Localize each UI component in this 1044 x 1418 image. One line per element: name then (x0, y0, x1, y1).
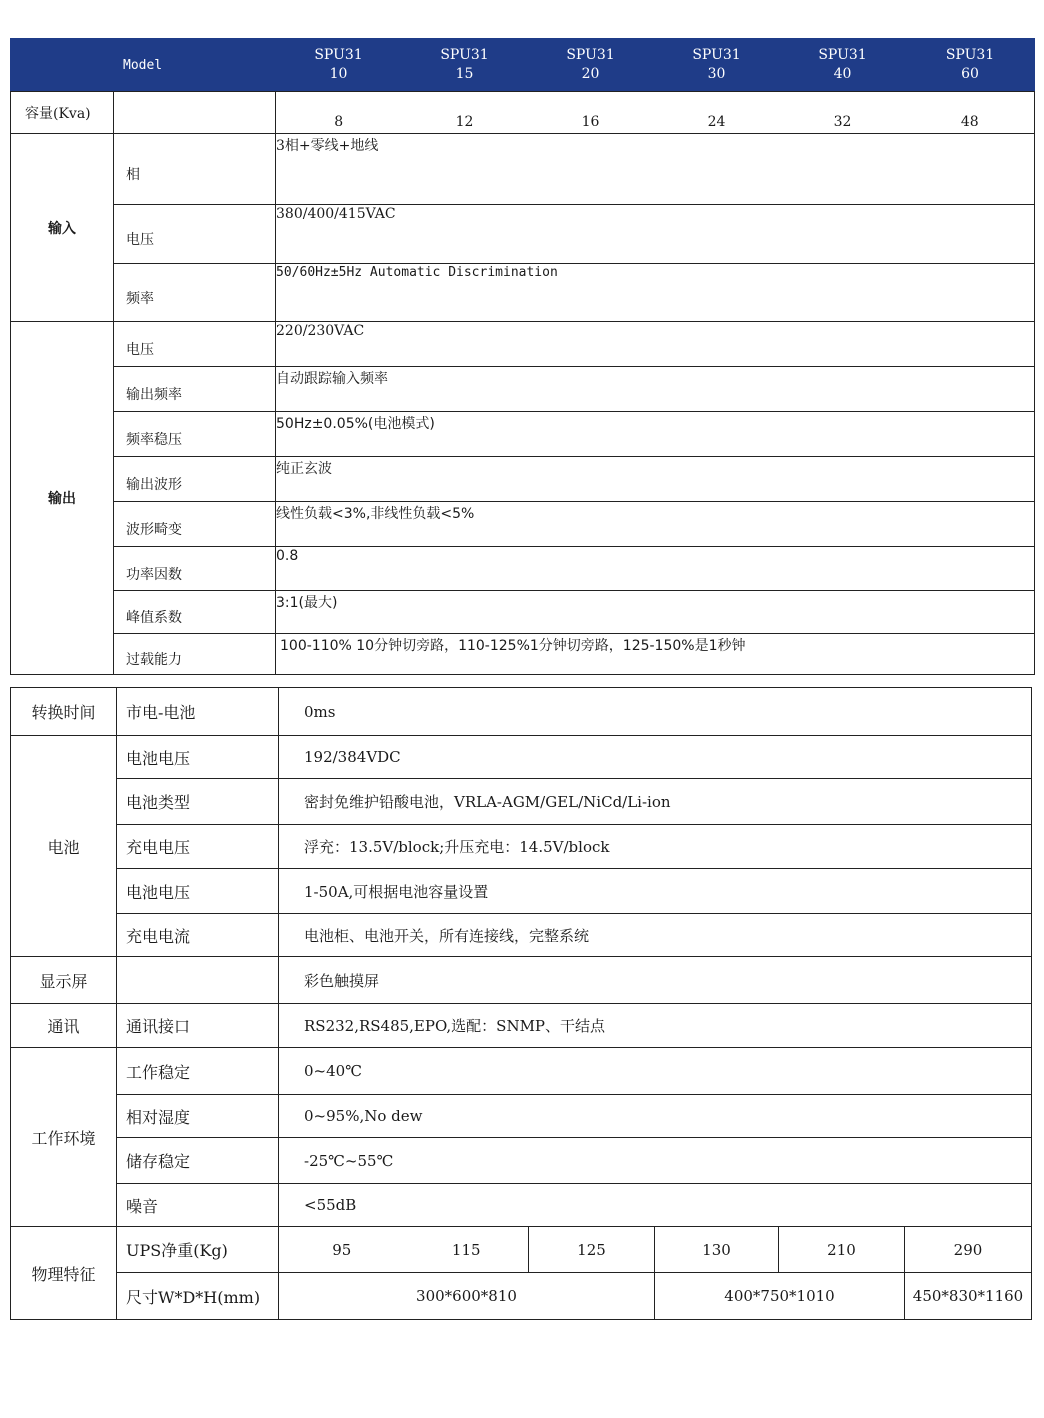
row-label: 市电-电池 (117, 688, 279, 736)
row-label: UPS净重(Kg) (117, 1227, 279, 1273)
weight-value: 210 (779, 1227, 905, 1273)
row-label: 功率因数 (114, 547, 276, 591)
row-label: 相 (114, 134, 276, 205)
row-value: 50/60Hz±5Hz Automatic Discrimination (276, 264, 1035, 322)
row-label: 过载能力 (114, 634, 276, 675)
spec-row (11, 736, 1032, 779)
row-value: 0~40℃ (279, 1048, 1032, 1095)
capacity-label: 容量(Kva) (11, 92, 114, 134)
weight-value: 290 (905, 1227, 1032, 1273)
row-value: 50Hz±0.05%(电池模式) (276, 412, 1035, 457)
row-value: RS232,RS485,EPO,选配：SNMP、干结点 (279, 1004, 1032, 1048)
spec-row (11, 914, 1032, 957)
group-label-battery: 电池 (11, 736, 117, 957)
dimension-value: 300*600*810 (279, 1273, 655, 1320)
row-label: 充电电压 (117, 825, 279, 869)
row-value: 0.8 (276, 547, 1035, 591)
spec-row (11, 591, 1035, 634)
row-label: 工作稳定 (117, 1048, 279, 1095)
row-label (117, 957, 279, 1004)
row-value: 浮充：13.5V/block;升压充电：14.5V/block (279, 825, 1032, 869)
capacity-value: 12 (402, 92, 528, 134)
spec-row (11, 779, 1032, 825)
model-cell: SPU31 20 (528, 39, 654, 92)
row-value: 纯正玄波 (276, 457, 1035, 502)
row-value: 3:1(最大) (276, 591, 1035, 634)
model-cell: SPU31 30 (654, 39, 780, 92)
row-value: 0~95%,No dew (279, 1095, 1032, 1138)
row-label: 电池类型 (117, 779, 279, 825)
group-label-display: 显示屏 (11, 957, 117, 1004)
group-label-transfer: 转换时间 (11, 688, 117, 736)
row-label: 尺寸W*D*H(mm) (117, 1273, 279, 1320)
spec-table-battery-physical (10, 687, 1032, 1320)
capacity-value: 24 (654, 92, 780, 134)
row-value: 1-50A,可根据电池容量设置 (279, 869, 1032, 914)
weight-value: 115 (405, 1227, 529, 1273)
row-value: 220/230VAC (276, 322, 1035, 367)
dimension-value: 400*750*1010 (655, 1273, 905, 1320)
spec-row (11, 1184, 1032, 1227)
group-label-output: 输出 (11, 322, 114, 675)
capacity-value: 32 (780, 92, 906, 134)
spec-row (11, 634, 1035, 675)
group-label-input: 输入 (11, 134, 114, 322)
spec-row (11, 412, 1035, 457)
row-value: 自动跟踪输入频率 (276, 367, 1035, 412)
model-label: Model (11, 39, 276, 92)
row-value: 380/400/415VAC (276, 205, 1035, 264)
spec-row (11, 957, 1032, 1004)
dimension-row (11, 1273, 1032, 1320)
row-label: 波形畸变 (114, 502, 276, 547)
capacity-value: 8 (276, 92, 402, 134)
row-value: 0ms (279, 688, 1032, 736)
spec-row (11, 869, 1032, 914)
model-cell: SPU31 15 (402, 39, 528, 92)
spec-row (11, 1095, 1032, 1138)
row-label: 充电电流 (117, 914, 279, 957)
row-value: 密封免维护铅酸电池，VRLA-AGM/GEL/NiCd/Li-ion (279, 779, 1032, 825)
capacity-row (11, 92, 1035, 134)
row-label: 噪音 (117, 1184, 279, 1227)
row-value: <55dB (279, 1184, 1032, 1227)
spec-row (11, 1004, 1032, 1048)
row-value: 3相+零线+地线 (276, 134, 1035, 205)
row-value: 电池柜、电池开关，所有连接线，完整系统 (279, 914, 1032, 957)
group-label-environment: 工作环境 (11, 1048, 117, 1227)
capacity-value: 16 (528, 92, 654, 134)
spec-table-input-output (10, 38, 1035, 675)
group-label-physical: 物理特征 (11, 1227, 117, 1320)
model-cell: SPU31 40 (780, 39, 906, 92)
spec-row (11, 264, 1035, 322)
row-label: 峰值系数 (114, 591, 276, 634)
row-label: 电池电压 (117, 736, 279, 779)
spec-row (11, 322, 1035, 367)
row-label: 储存稳定 (117, 1138, 279, 1184)
model-cell: SPU31 60 (906, 39, 1035, 92)
row-label: 通讯接口 (117, 1004, 279, 1048)
capacity-value: 48 (906, 92, 1035, 134)
row-label: 电压 (114, 205, 276, 264)
spec-row (11, 457, 1035, 502)
group-label-comm: 通讯 (11, 1004, 117, 1048)
row-value: 100-110% 10分钟切旁路，110-125%1分钟切旁路，125-150%是1秒钟 (276, 634, 1035, 675)
weight-value: 125 (529, 1227, 655, 1273)
row-value: 192/384VDC (279, 736, 1032, 779)
spec-row (11, 502, 1035, 547)
spec-row (11, 825, 1032, 869)
dimension-value: 450*830*1160 (905, 1273, 1032, 1320)
spec-row (11, 1048, 1032, 1095)
spec-row (11, 547, 1035, 591)
row-value: 线性负载<3%,非线性负载<5% (276, 502, 1035, 547)
row-label: 频率 (114, 264, 276, 322)
spec-row (11, 367, 1035, 412)
model-header-row (11, 39, 1035, 92)
row-label: 频率稳压 (114, 412, 276, 457)
spec-row (11, 1138, 1032, 1184)
spec-row (11, 205, 1035, 264)
spec-row (11, 688, 1032, 736)
row-label: 输出波形 (114, 457, 276, 502)
weight-value: 95 (279, 1227, 405, 1273)
row-label: 输出频率 (114, 367, 276, 412)
row-label: 相对湿度 (117, 1095, 279, 1138)
weight-row (11, 1227, 1032, 1273)
model-cell: SPU31 10 (276, 39, 402, 92)
row-value: 彩色触摸屏 (279, 957, 1032, 1004)
row-label: 电压 (114, 322, 276, 367)
row-value: -25℃~55℃ (279, 1138, 1032, 1184)
weight-value: 130 (655, 1227, 779, 1273)
spec-row (11, 134, 1035, 205)
row-label: 电池电压 (117, 869, 279, 914)
